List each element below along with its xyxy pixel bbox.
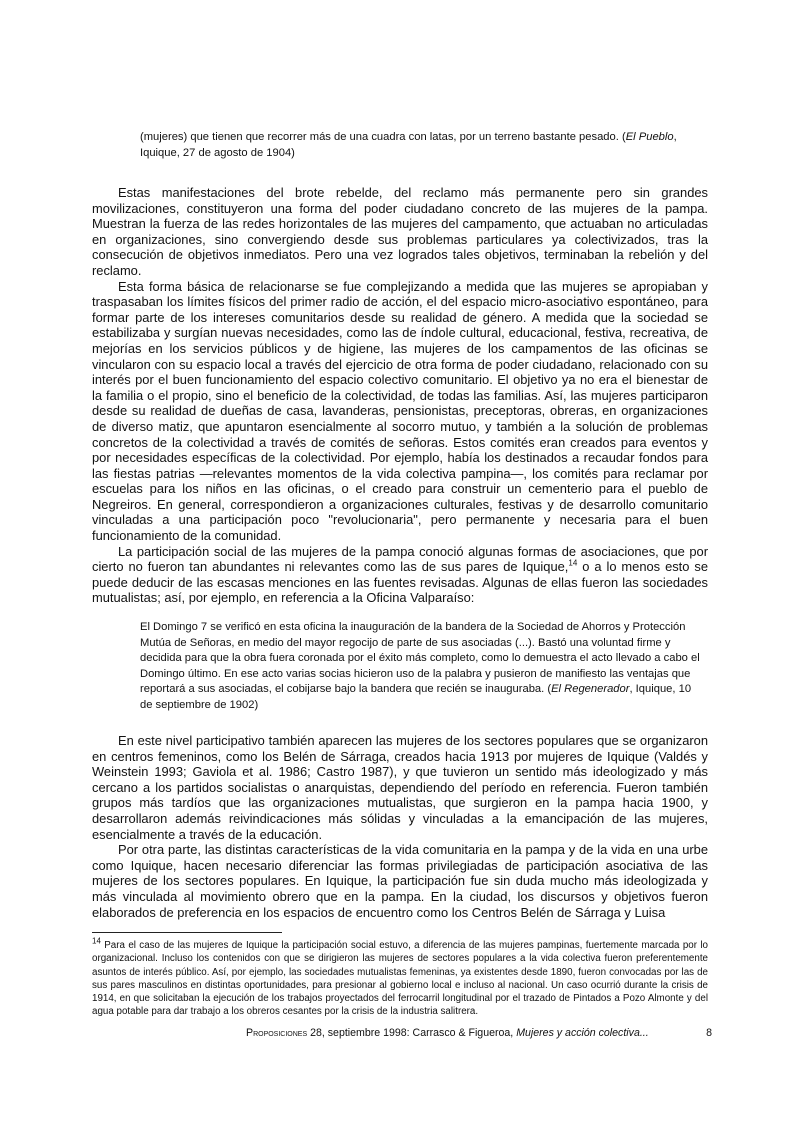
quote-source: El Pueblo — [625, 131, 674, 143]
paragraph-3-before: La participación social de las mujeres de la pampa conoció algunas formas de asociaciones, que por cierto no fueron tan abundantes ni relevantes como las de sus pares de Iquique, — [92, 543, 708, 575]
paragraph-2: Esta forma básica de relacionarse se fue complejizando a medida que las mujeres se apropiaban y traspasaban los límites físicos del primer radio de acción, el del espacio micro-asociativo espontáneo, para formar parte de los intereses comunitarios desde su realidad de género. A medida que la sociedad se estabilizaba y surgían nuevas necesidades, como las de índole cultural, educacional, festiva, recreativa, de mejorías en los servicios públicos y de higiene, las mujeres de los campamentos de las oficinas se vincularon con su espacio local a través del ejercicio de otra forma de poder ciudadano, relacionado con su interés por el buen funcionamiento del espacio colectivo comunitario. El objetivo ya no era el bienestar de la familia o el propio, sino el beneficio de la colectividad, de todas las familias. Así, las mujeres participaron desde su realidad de dueñas de casa, lavanderas, pensionistas, preceptoras, obreras, en organizaciones de diverso matiz, que apuntaron esencialmente al socorro mutuo, y también a la solución de problemas concretos de la colectividad a través de comités de señoras. Estos comités eran creados para eventos y por necesidades específicas de la colectividad. Por ejemplo, había los destinados a recaudar fondos para las fiestas patrias —relevantes momentos de la vida colectiva pampina—, los comités para reclamar por escuelas para los niños en las oficinas, o el creado para construir un cementerio para el pueblo de Negreiros. En general, correspondieron a organizaciones culturales, festivas y de desarrollo comunitario vinculadas a una participación poco "revolucionaria", pero permanente y necesaria para el buen funcionamiento de la comunidad. — [92, 278, 708, 544]
document-page — [92, 130, 708, 1018]
quote-citation: , Iquique, 10 de septiembre de 1902) — [140, 683, 692, 711]
footnote-14 — [92, 936, 708, 1018]
paragraph-3 — [92, 544, 708, 606]
quote-source: El Regenerador — [551, 683, 630, 696]
footer-citation — [246, 1027, 649, 1039]
footer-article-title: Mujeres y acción colectiva... — [516, 1027, 649, 1039]
block-quote-el-pueblo — [140, 130, 700, 161]
quote-text: (mujeres) que tienen que recorrer más de una cuadra con latas, por un terreno bastante pesado. ( — [140, 131, 626, 143]
quote-text: El Domingo 7 se verificó en esta oficina la inauguración de la bandera de la Sociedad de Ahorros y Protección Mutúa de Señoras, en medio del mayor regocijo de parte de sus asociadas (...). Bastó una voluntad firme y decidida para que la obra fuera coronada por el éxito más completo, como lo demuestra el acto llevado a cabo el Domingo último. En ese acto varias socias hicieron uso de la palabra y pusieron de manifiesto las ventajas que reportará a sus asociadas, el cobijarse bajo la bandera que recién se inauguraba. ( — [140, 621, 700, 696]
block-quote-el-regenerador — [140, 620, 705, 713]
footnote-divider — [92, 932, 282, 933]
footnote-number: 14 — [92, 936, 101, 946]
paragraph-4: En este nivel participativo también aparecen las mujeres de los sectores populares que se organizaron en centros femeninos, como los Belén de Sárraga, creados hacia 1913 por mujeres de Iquique (Valdés y Weinstein 1993; Gaviola et al. 1986; Castro 1987), y que tuvieron un sentido más ideologizado y más cercano a los partidos socialistas o anarquistas, dependiendo del período en referencia. Fueron también grupos más tardíos que las organizaciones mutualistas, que surgieron en la pampa hacia 1900, y desarrollaron además reivindicaciones más sólidas y vinculadas a la emancipación de las mujeres, esencialmente a través de la educación. — [92, 733, 708, 842]
footnote-reference[interactable]: 14 — [568, 558, 578, 568]
footer-details: 28, septiembre 1998: Carrasco & Figueroa, — [307, 1027, 517, 1039]
quote-citation: , Iquique, 27 de agosto de 1904) — [140, 131, 677, 159]
paragraph-1: Estas manifestaciones del brote rebelde, del reclamo más permanente pero sin grandes movilizaciones, constituyeron una forma del poder ciudadano concreto de las mujeres de la pampa. Muestran la fuerza de las redes horizontales de las mujeres del campamento, que actuaban no articuladas en organizaciones, sino convergiendo desde sus problemas particulares ya colectivizados, tras la consecución de objetivos inmediatos. Pero una vez logrados tales objetivos, terminaban la rebelión y del reclamo. — [92, 185, 708, 278]
page-number: 8 — [706, 1027, 712, 1039]
page-footer — [246, 1027, 712, 1039]
footnote-text: Para el caso de las mujeres de Iquique la participación social estuvo, a diferencia de las mujeres pampinas, fuertemente marcada por lo organizacional. Incluso los contenidos con que se dirigieron las mujeres de sectores populares a la vida colectiva fueron preferentemente asuntos de interés público. Así, por ejemplo, las sociedades mutualistas femeninas, ya existentes desde 1890, fueron convocadas por las de sus pares masculinos en distintas oportunidades, para presionar al gobierno local e incluso al nacional. Un caso ocurrió durante la crisis de 1914, en que solicitaban la ejecución de los trabajos proyectados del ferrocarril longitudinal por el trazado de Pintados a Pozo Almonte y del agua potable para dar trabajo a los obreros cesantes por la crisis de la industria salitrera. — [92, 940, 708, 1018]
paragraph-5: Por otra parte, las distintas características de la vida comunitaria en la pampa y de la vida en una urbe como Iquique, hacen necesario diferenciar las formas privilegiadas de participación asociativa de las mujeres de los sectores populares. En Iquique, la participación fue sin duda mucho más ideologizada y más vinculada al movimiento obrero que en la pampa. En la ciudad, los discursos y objetivos fueron elaborados de preferencia en los espacios de encuentro como los Centros Belén de Sárraga y Luisa — [92, 842, 708, 920]
footer-journal: Proposiciones — [246, 1027, 308, 1039]
paragraph-3-after: o a lo menos esto se puede deducir de las escasas menciones en las fuentes revisadas. Algunas de ellas fueron las sociedades mutualistas; así, por ejemplo, en referencia a la Oficina Valparaíso: — [92, 559, 708, 606]
